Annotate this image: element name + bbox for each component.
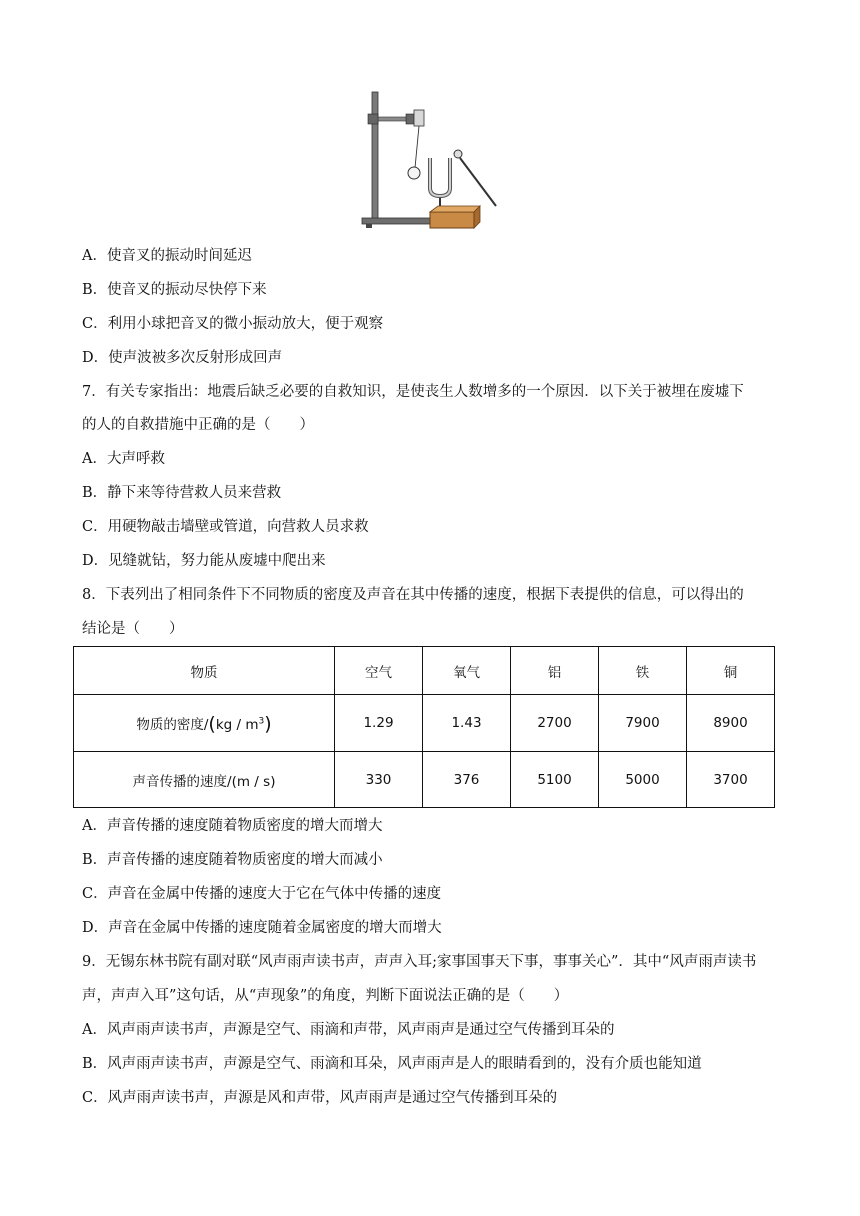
- table-row-speed: [74, 752, 775, 808]
- table-header-cell: 铁: [599, 647, 687, 695]
- table-cell: 376: [423, 752, 511, 808]
- tuning-fork-apparatus-figure: [358, 88, 504, 234]
- q8-option-b: B．声音传播的速度随着物质密度的增大而减小: [82, 852, 383, 868]
- table-cell: 8900: [687, 695, 775, 752]
- q8-option-d: D．声音在金属中传播的速度随着金属密度的增大而增大: [82, 920, 442, 936]
- table-header-row: [74, 647, 775, 695]
- table-cell: 5100: [511, 752, 599, 808]
- table-header-cell: 空气: [335, 647, 423, 695]
- speed-row-label: 声音传播的速度/(m / s): [74, 752, 335, 808]
- q9-stem-line1: 9．无锡东林书院有副对联“风声雨声读书声，声声入耳;家事国事天下事，事事关心”．其中“风声雨声读书: [82, 954, 757, 970]
- density-unit: kg / m: [215, 717, 259, 733]
- table-cell: 1.43: [423, 695, 511, 752]
- q9-option-a: A．风声雨声读书声，声源是空气、雨滴和声带，风声雨声是通过空气传播到耳朵的: [82, 1022, 615, 1038]
- q7-stem-line1: 7．有关专家指出：地震后缺乏必要的自救知识，是使丧生人数增多的一个原因．以下关于被埋在废墟下: [82, 384, 744, 400]
- q7-option-a: A．大声呼救: [82, 451, 165, 467]
- q7-option-c: C．用硬物敲击墙壁或管道，向营救人员求救: [82, 519, 369, 535]
- q6-option-c: C．利用小球把音叉的微小振动放大，便于观察: [82, 316, 384, 332]
- table-row-density: [74, 695, 775, 752]
- q7-option-d: D．见缝就钻，努力能从废墟中爬出来: [82, 553, 326, 569]
- table-cell: 330: [335, 752, 423, 808]
- density-unit-exponent: 3: [258, 716, 265, 727]
- q6-option-d: D．使声波被多次反射形成回声: [82, 350, 283, 366]
- q6-option-a: A．使音叉的振动时间延迟: [82, 248, 252, 264]
- q8-stem-line2: 结论是（ ）: [82, 621, 184, 637]
- q9-option-b: B．风声雨声读书声，声源是空气、雨滴和耳朵，风声雨声是人的眼睛看到的，没有介质也能知道: [82, 1056, 702, 1072]
- table-header-cell: 氧气: [423, 647, 511, 695]
- table-header-cell: 物质: [74, 647, 335, 695]
- q8-option-a: A．声音传播的速度随着物质密度的增大而增大: [82, 818, 383, 834]
- q7-stem-line2: 的人的自救措施中正确的是（ ）: [82, 417, 314, 433]
- table-cell: 3700: [687, 752, 775, 808]
- table-header-cell: 铜: [687, 647, 775, 695]
- density-speed-table: [73, 646, 775, 808]
- q7-option-b: B．静下来等待营救人员来营救: [82, 485, 282, 501]
- table-cell: 5000: [599, 752, 687, 808]
- table-header-cell: 铝: [511, 647, 599, 695]
- speed-label-text: 声音传播的速度: [132, 773, 228, 790]
- q9-stem-line2: 声，声声入耳”这句话，从“声现象”的角度，判断下面说法正确的是（ ）: [82, 988, 569, 1004]
- q8-stem-line1: 8．下表列出了相同条件下不同物质的密度及声音在其中传播的速度，根据下表提供的信息，可以得出的: [82, 587, 744, 603]
- table-cell: 1.29: [335, 695, 423, 752]
- q6-option-b: B．使音叉的振动尽快停下来: [82, 282, 267, 298]
- speed-unit: m / s: [236, 773, 271, 790]
- density-row-label: 物质的密度$/(kg / m^3)$: [74, 695, 335, 752]
- table-cell: 2700: [511, 695, 599, 752]
- q9-option-c: C．风声雨声读书声，声源是风和声带，风声雨声是通过空气传播到耳朵的: [82, 1090, 558, 1106]
- q8-option-c: C．声音在金属中传播的速度大于它在气体中传播的速度: [82, 886, 442, 902]
- density-label-text: 物质的密度: [136, 717, 204, 733]
- table-cell: 7900: [599, 695, 687, 752]
